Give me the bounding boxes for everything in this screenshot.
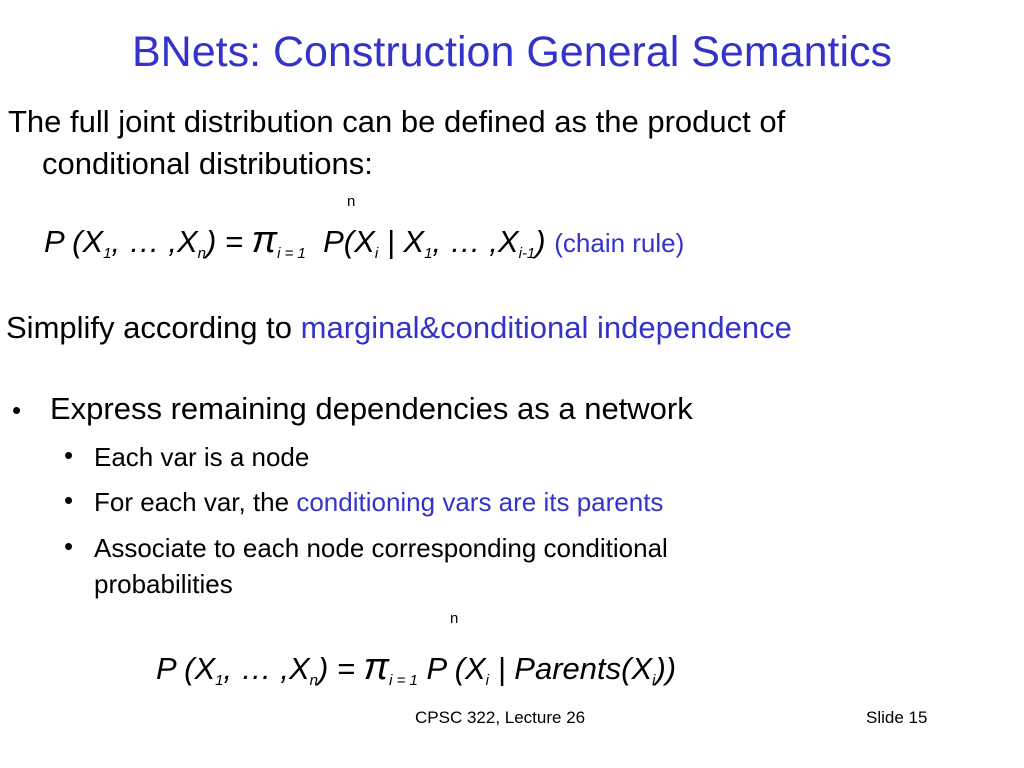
bullet-dot-icon: • bbox=[64, 440, 74, 470]
formula2-rhs-p: P bbox=[426, 651, 447, 686]
footer-course: CPSC 322, Lecture 26 bbox=[415, 708, 586, 727]
formula1-lhs-sub1: 1 bbox=[103, 245, 112, 262]
simplify-highlight: marginal&conditional independence bbox=[300, 310, 792, 345]
bullet-sub-2-highlight: conditioning vars are its parents bbox=[296, 487, 664, 517]
formula1-rhs-subim1: i-1 bbox=[518, 245, 536, 262]
formula1-rhs-p: P(X bbox=[323, 224, 375, 259]
formula1-rhs-subi: i bbox=[374, 245, 379, 262]
formula-bayesnet bbox=[156, 646, 676, 689]
chain-rule-note: (chain rule) bbox=[554, 228, 685, 258]
formula1-rhs-mid: | X bbox=[378, 224, 425, 259]
formula2-rhs-mid: | Parents(X bbox=[489, 651, 653, 686]
bullet-dot-icon: • bbox=[12, 395, 22, 425]
formula2-rhs-subi2: i bbox=[652, 672, 656, 689]
formula2-lhs-p: P bbox=[156, 651, 176, 686]
formula2-rhs-close: )) bbox=[655, 651, 677, 686]
footer-slide-number: Slide 15 bbox=[866, 708, 928, 727]
formula1-lhs-open: (X bbox=[63, 224, 104, 259]
formula2-rhs-subi: i bbox=[485, 672, 490, 689]
bullet-dot-icon: • bbox=[64, 485, 74, 515]
bullet-dot-icon: • bbox=[64, 531, 74, 561]
formula2-n-mark: n bbox=[450, 610, 459, 627]
formula2-lhs-subn: n bbox=[309, 672, 318, 689]
formula1-rhs-close: ) bbox=[535, 224, 546, 259]
formula1-rhs-dots: , … ,X bbox=[432, 224, 519, 259]
formula1-lhs-p: P bbox=[44, 224, 64, 259]
formula1-lhs-close: ) = bbox=[205, 224, 252, 259]
bullet-main: Express remaining dependencies as a network bbox=[50, 391, 693, 426]
bullet-sub-2-prefix: For each var, the bbox=[94, 487, 297, 517]
formula1-pi-sub: i = 1 bbox=[277, 245, 306, 262]
bullet-sub-3-line-2: probabilities bbox=[94, 569, 233, 599]
formula2-lhs-close: ) = bbox=[317, 651, 364, 686]
formula2-pi-sub: i = 1 bbox=[389, 672, 418, 689]
bullet-sub-1: Each var is a node bbox=[94, 442, 310, 472]
product-symbol: π bbox=[251, 219, 278, 261]
intro-line-1: The full joint distribution can be defined as the product of bbox=[8, 104, 786, 139]
formula2-rhs-open: (X bbox=[446, 651, 486, 686]
slide-title: BNets: Construction General Semantics bbox=[132, 28, 892, 76]
formula2-lhs-open: (X bbox=[175, 651, 216, 686]
simplify-line bbox=[6, 310, 792, 346]
product-symbol: π bbox=[363, 646, 390, 688]
formula1-rhs-sub1: 1 bbox=[424, 245, 433, 262]
intro-line-2: conditional distributions: bbox=[42, 146, 373, 181]
formula2-lhs-sub1: 1 bbox=[215, 672, 224, 689]
bullet-sub-3-line-1: Associate to each node corresponding conditional bbox=[94, 533, 668, 563]
formula1-lhs-subn: n bbox=[197, 245, 206, 262]
formula1-n-mark: n bbox=[347, 193, 356, 210]
formula2-lhs-mid: , … ,X bbox=[223, 651, 310, 686]
bullet-sub-2 bbox=[94, 487, 663, 518]
formula-chain-rule bbox=[44, 219, 684, 262]
simplify-prefix: Simplify according to bbox=[6, 310, 301, 345]
formula1-lhs-mid: , … ,X bbox=[111, 224, 198, 259]
